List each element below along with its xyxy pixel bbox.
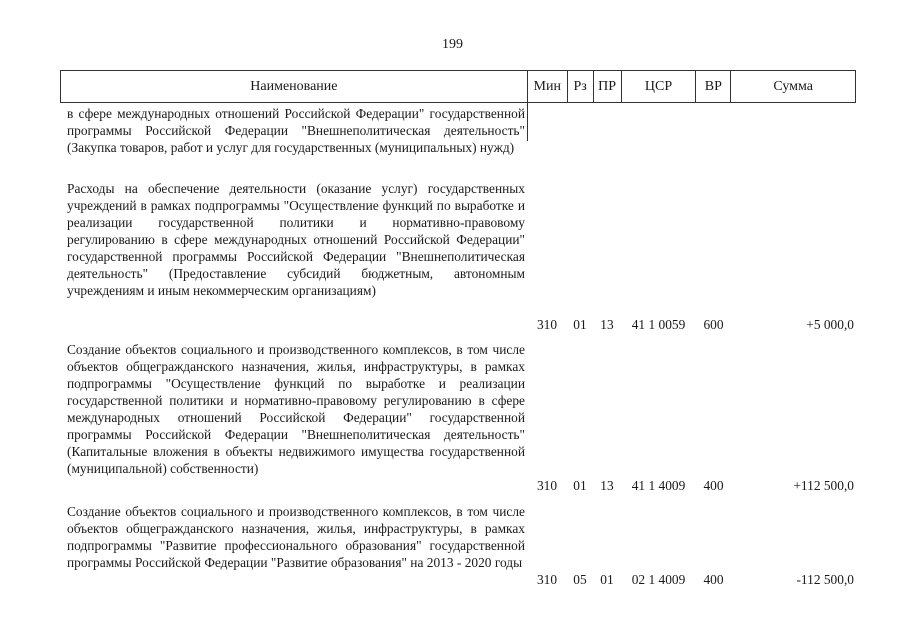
table-header: [60, 70, 856, 103]
table-row: [60, 180, 856, 333]
row-min: 310: [536, 572, 558, 587]
row-pr: 13: [600, 317, 614, 332]
row-min: 310: [536, 317, 558, 332]
row-description: в сфере международных отношений Российской Федерации" государственной программы Российской Федерации "Внешнеполитическая деятельность" (Закупка товаров, работ и услуг для государственных (муниципальных) нужд): [67, 106, 525, 155]
row-csr: 02 1 4009: [631, 572, 686, 587]
table-row: [60, 503, 856, 588]
row-csr: 41 1 4009: [631, 478, 686, 493]
column-header-sum: Сумма: [730, 71, 855, 102]
row-vr: 400: [703, 572, 724, 587]
column-header-pr: ПР: [593, 71, 621, 102]
row-rz: 01: [573, 317, 587, 332]
table-row: [60, 341, 856, 494]
row-rz: 01: [573, 478, 587, 493]
row-pr: 13: [600, 478, 614, 493]
column-header-vr: ВР: [695, 71, 730, 102]
row-pr: 01: [600, 572, 614, 587]
row-vr: 400: [703, 478, 724, 493]
column-header-name: Наименование: [250, 78, 338, 94]
row-description: Расходы на обеспечение деятельности (оказание услуг) государственных учреждений в рамках подпрограммы "Осуществление функций по выработке и реализации государственной политики и нормативно-правовому регулированию в сфере международных отношений Российской Федерации" государственной программы Российской Федерации "Внешнеполитическая деятельность" (Предоставление субсидий бюджетным, автономным учреждениям и иным некоммерческим организациям): [67, 181, 525, 298]
table-row: [60, 105, 856, 173]
page-number: 199: [442, 37, 463, 52]
row-rz: 05: [573, 572, 587, 587]
row-sum: +112 500,0: [793, 478, 854, 493]
row-min: 310: [536, 478, 558, 493]
column-header-rz: Рз: [567, 71, 593, 102]
column-header-csr: ЦСР: [621, 71, 696, 102]
row-vr: 600: [703, 317, 724, 332]
row-description: Создание объектов социального и производственного комплексов, в том числе объектов общегражданского назначения, жилья, инфраструктуры, в рамках подпрограммы "Развитие профессионального образования" государственной программы Российской Федерации "Развитие образования" на 2013 - 2020 годы: [67, 504, 525, 570]
row-sum: +5 000,0: [806, 317, 854, 332]
column-header-min: Мин: [527, 71, 567, 102]
row-description: Создание объектов социального и производственного комплексов, в том числе объектов общегражданского назначения, жилья, инфраструктуры, в рамках подпрограммы "Осуществление функций по выработке и реализации государственной политики и нормативно-правовому регулированию в сфере международных отношений Российской Федерации" государственной программы Российской Федерации "Внешнеполитическая деятельность" (Капитальные вложения в объекты недвижимого имущества государственной (муниципальной) собственности): [67, 342, 525, 476]
row-csr: 41 1 0059: [631, 317, 686, 332]
row-sum: -112 500,0: [796, 572, 854, 587]
